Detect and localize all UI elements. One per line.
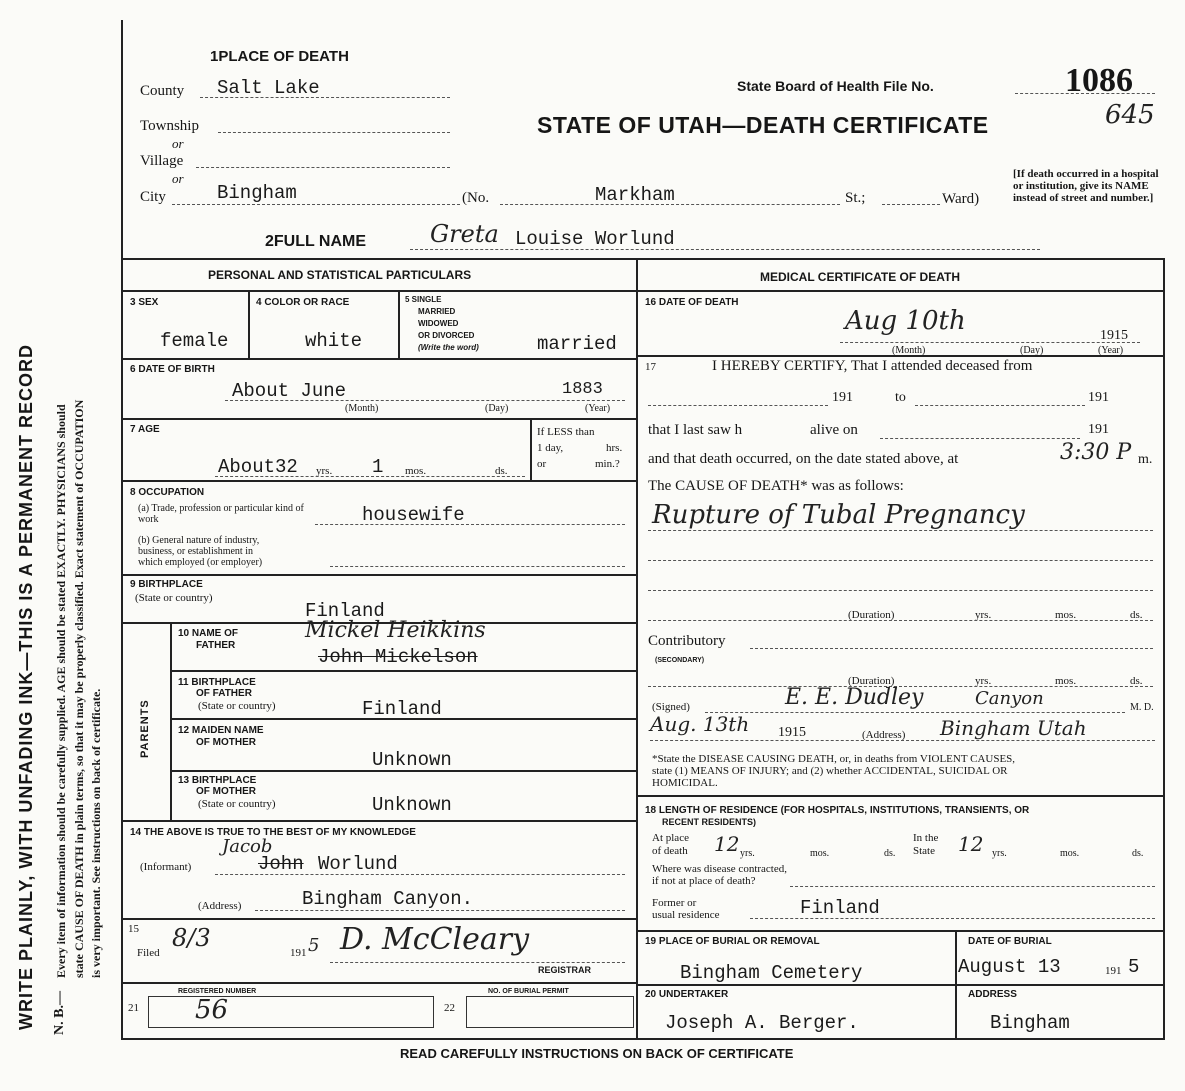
or-label-2: or [172,171,184,186]
signed-year: 1915 [778,725,806,740]
margin-permanent-record: WRITE PLAINLY, WITH UNFADING INK—THIS IS A PERMANENT RECORD [16,343,36,1030]
certify-number: 17 [645,361,656,373]
at-place-label-1: At place [652,832,689,844]
certificate-title: STATE OF UTAH—DEATH CERTIFICATE [537,112,989,138]
frame-bottom [121,1038,1165,1040]
cause-line-3 [648,590,1153,591]
dob-year-label: (Year) [585,403,611,414]
death-time-handwritten: 3:30 P [1060,440,1132,465]
personal-title-line [121,290,636,292]
age-value: About32 [218,456,298,478]
county-label: County [140,83,185,99]
cause-line-2 [648,560,1153,561]
township-line [218,132,450,133]
informant-label: (Informant) [140,861,192,873]
at-place-label-2: of death [652,845,688,857]
burial-permit-num: 22 [444,1002,455,1014]
certify-191a: 191 [832,390,853,405]
medical-row-line-4 [636,984,1165,986]
row-line-1 [121,358,636,360]
former-value: Finland [800,897,880,919]
age-label: 7 AGE [130,424,160,435]
burial-date-label: DATE OF BURIAL [968,936,1052,947]
frame-left-edge [121,20,123,1040]
duration-mos-1: mos. [1055,609,1077,621]
marital-label-1: 5 SINGLE [405,295,442,304]
medical-title-line [636,290,1165,292]
duration-yrs-2: yrs. [975,675,992,687]
duration-mos-2: mos. [1055,675,1077,687]
duration-yrs-1: yrs. [975,609,992,621]
contributory-line [750,648,1153,649]
marital-label-2: MARRIED [418,307,456,316]
township-label: Township [140,118,199,134]
father-handwritten: Mickel Heikkins [305,618,486,643]
less-than-label-2: 1 day, [537,442,564,454]
former-label-2: usual residence [652,909,720,921]
registrar-signature: D. McCleary [340,922,530,957]
footnote-line-2: state (1) MEANS OF INJURY; and (2) whether ACCIDENTAL, SUICIDAL OR [652,765,1008,777]
occupation-b-label-3: which employed (or employer) [138,557,263,568]
village-line [196,167,450,168]
in-state-label-1: In the [913,832,939,844]
date-of-death-handwritten: Aug 10th [845,306,966,336]
city-value: Bingham [217,182,297,204]
margin-note-line2: state CAUSE OF DEATH in plain terms, so that it may be properly classified. Exact statement of OCCUPATION [72,399,86,978]
alive-on-text: alive on [810,422,858,438]
in-state-ds: ds. [1132,848,1144,859]
registrar-line [330,962,625,963]
signed-address-line [650,740,1155,741]
less-than-hrs: hrs. [606,442,623,454]
hospital-note: [If death occurred in a hospital or institution, give its NAME instead of street and number.] [1013,168,1159,204]
occupation-value: housewife [362,504,465,526]
margin-note-line3: is very important. See instructions on back of certificate. [89,688,103,978]
duration-label-1: (Duration) [848,609,895,621]
footer-instructions: READ CAREFULLY INSTRUCTIONS ON BACK OF CERTIFICATE [400,1046,794,1061]
age-mos-label: mos. [405,465,427,477]
mother-birth-label-2: OF MOTHER [196,786,256,797]
medical-row-line-3 [636,930,1165,932]
signed-line [705,712,1125,713]
certify-line-1 [648,405,828,406]
or-label-1: or [172,136,184,151]
signed-address-label: (Address) [862,729,906,741]
birthplace-sub-label: (State or country) [135,592,213,604]
death-time-m: m. [1138,452,1153,467]
in-state-value: 12 [958,832,984,856]
contracted-line [790,886,1155,887]
mother-value: Unknown [372,749,452,771]
former-label-1: Former or [652,897,697,909]
sex-value: female [160,330,229,352]
cause-handwritten: Rupture of Tubal Pregnancy [652,500,1025,530]
certify-line-2 [915,405,1085,406]
father-birth-label-3: (State or country) [198,700,276,712]
father-label-2: FATHER [196,640,236,651]
death-occurred-text: and that death occurred, on the date stated above, at [648,451,959,467]
medical-row-line-1 [636,355,1165,357]
in-state-mos: mos. [1060,848,1080,859]
county-value: Salt Lake [217,77,320,99]
medical-section-title: MEDICAL CERTIFICATE OF DEATH [760,270,960,284]
personal-section-title: PERSONAL AND STATISTICAL PARTICULARS [208,268,472,282]
signed-place-handwritten: Canyon [975,688,1044,709]
duration-ds-1: ds. [1130,609,1143,621]
registered-number-label: REGISTERED NUMBER [178,988,257,995]
full-name-handwritten: Greta [430,220,499,248]
informant-line [215,874,625,875]
secondary-label: (SECONDARY) [655,657,705,664]
certify-191b: 191 [1088,390,1109,405]
full-name-label: 2FULL NAME [265,233,367,250]
burial-label: 19 PLACE OF BURIAL OR REMOVAL [645,936,820,947]
city-label: City [140,189,166,205]
registered-number-value: 56 [195,995,229,1025]
village-label: Village [140,153,184,169]
undertaker-value: Joseph A. Berger. [665,1012,859,1034]
address-line [255,910,625,911]
last-saw-text: that I last saw h [648,422,743,438]
medical-row-line-2 [636,795,1165,797]
residence-label-1: 18 LENGTH OF RESIDENCE (FOR HOSPITALS, INSTITUTIONS, TRANSIENTS, OR [645,805,1030,816]
burial-date-year-end: 5 [1128,956,1140,978]
color-label: 4 COLOR OR RACE [256,297,350,308]
contracted-label-1: Where was disease contracted, [652,863,787,875]
at-place-yrs: yrs. [740,848,755,859]
certify-text-1: I HEREBY CERTIFY, That I attended deceased from [712,358,1033,374]
row-line-7 [170,718,636,720]
row-line-8 [170,770,636,772]
sex-divider [248,290,250,358]
marital-label-3: WIDOWED [418,319,459,328]
street-st-label: St.; [845,190,866,206]
in-state-yrs: yrs. [992,848,1007,859]
filed-handwritten: 8/3 [172,924,211,952]
marital-label-4: OR DIVORCED [418,331,475,340]
frame-center-divider [636,258,638,1038]
parents-label: PARENTS [139,699,151,758]
marital-label-5: (Write the word) [418,343,479,352]
contracted-label-2: if not at place of death? [652,875,756,887]
death-month-label: (Month) [892,345,926,356]
dob-day-label: (Day) [485,403,509,414]
duration-ds-2: ds. [1130,675,1143,687]
occupation-b-label-2: business, or establishment in [138,546,253,557]
age-mos-value: 1 [372,456,384,478]
last-saw-line [880,438,1080,439]
occupation-line [315,524,625,525]
signed-label: (Signed) [652,701,690,713]
file-no-label: State Board of Health File No. [737,78,934,94]
place-of-death-label: 1PLACE OF DEATH [210,48,349,65]
duration-line-1 [648,620,1153,621]
margin-note-prefix: N. B.— [52,991,67,1035]
occupation-b-label-1: (b) General nature of industry, [138,535,260,546]
occupation-a-label: (a) Trade, profession or particular kind of work [138,503,304,525]
less-than-label-1: If LESS than [537,426,595,438]
dob-year: 1883 [562,380,603,399]
age-ds-label: ds. [495,465,508,477]
dob-month-label: (Month) [345,403,379,414]
city-line [172,204,460,205]
father-birth-label-2: OF FATHER [196,688,252,699]
filed-number: 15 [128,923,139,935]
full-name-value: Louise Worlund [515,228,675,250]
registered-num: 21 [128,1002,139,1014]
mother-label-2: OF MOTHER [196,737,256,748]
row-line-10 [121,918,636,920]
footnote-line-1: *State the DISEASE CAUSING DEATH, or, in deaths from VIOLENT CAUSES, [652,753,1016,765]
in-state-label-2: State [913,845,935,857]
father-birth-value: Finland [362,698,442,720]
former-line [750,918,1155,919]
burial-permit-label: NO. OF BURIAL PERMIT [488,988,569,995]
signed-address-handwritten: Bingham Utah [940,716,1087,740]
father-struck-value: John Mickelson [318,646,478,668]
burial-permit-box [466,996,634,1028]
mother-label-1: 12 MAIDEN NAME [178,725,264,736]
certify-to: to [895,390,906,405]
file-no-handwritten: 645 [1105,100,1155,130]
last-saw-191: 191 [1088,422,1109,437]
burial-value: Bingham Cemetery [680,962,863,984]
mother-birth-value: Unknown [372,794,452,816]
death-year-label: (Year) [1098,345,1124,356]
knowledge-label: 14 THE ABOVE IS TRUE TO THE BEST OF MY KNOWLEDGE [130,827,416,838]
filed-year-handwritten: 5 [308,935,320,956]
age-divider [530,418,532,480]
date-of-death-line [840,342,1140,343]
frame-header-bottom [121,258,1165,260]
full-name-line [410,249,1040,250]
informant-value: Worlund [318,853,398,875]
filed-label: Filed [137,947,160,959]
row-line-11 [121,982,636,984]
row-line-2 [121,418,636,420]
duration-label-2: (Duration) [848,675,895,687]
age-yrs-label: yrs. [316,465,333,477]
burial-date-year: 191 [1105,965,1122,977]
contributory-label: Contributory [648,633,726,649]
cause-line-1 [648,530,1153,531]
less-than-or: or [537,458,547,470]
signed-handwritten: E. E. Dudley [785,685,924,710]
mother-birth-label-3: (State or country) [198,798,276,810]
street-value: Markham [595,184,675,206]
frame-right-edge [1163,258,1165,1040]
birthplace-label: 9 BIRTHPLACE [130,579,203,590]
row-line-3 [121,480,636,482]
at-place-value: 12 [714,832,740,856]
sex-label: 3 SEX [130,297,159,308]
occupation-label: 8 OCCUPATION [130,487,205,498]
signed-date-handwritten: Aug. 13th [650,712,750,736]
date-of-death-year: 1915 [1100,328,1128,343]
occupation-b-line [330,566,625,567]
margin-note-line1: Every item of information should be carefully supplied. AGE should be stated EXACTLY. PHYSICIANS should [54,404,68,978]
date-of-death-label: 16 DATE OF DEATH [645,297,739,308]
md-label: M. D. [1130,702,1154,713]
undertaker-address-label: ADDRESS [968,989,1017,1000]
registrar-label: REGISTRAR [538,965,592,975]
father-birth-label-1: 11 BIRTHPLACE [178,677,256,688]
less-than-min: min.? [595,458,620,470]
marital-value: married [537,333,617,355]
at-place-mos: mos. [810,848,830,859]
undertaker-label: 20 UNDERTAKER [645,989,729,1000]
address-label: (Address) [198,900,242,912]
filed-year: 191 [290,947,307,959]
death-day-label: (Day) [1020,345,1044,356]
birthplace-value: Finland [305,600,385,622]
file-no-value: 1086 [1065,62,1133,99]
residence-label-2: RECENT RESIDENTS) [662,817,757,827]
dob-value: About June [232,380,347,402]
age-line [215,476,525,477]
ward-label: Ward) [942,191,980,207]
undertaker-address-value: Bingham [990,1012,1070,1034]
registered-number-box [148,996,434,1028]
cause-label: The CAUSE OF DEATH* was as follows: [648,478,904,494]
mother-birth-label-1: 13 BIRTHPLACE [178,775,257,786]
father-label-1: 10 NAME OF [178,628,239,639]
row-line-9 [121,820,636,822]
row-line-4 [121,574,636,576]
informant-handwritten: Jacob [222,836,273,857]
row-line-6 [170,670,636,672]
parents-divider [170,622,172,820]
at-place-ds: ds. [884,848,896,859]
color-divider [398,290,400,358]
footnote-line-3: HOMICIDAL. [652,777,718,789]
informant-struck-value: John [258,853,304,875]
ward-line [882,204,940,205]
dob-line [225,400,625,401]
address-value: Bingham Canyon. [302,888,474,910]
dob-label: 6 DATE OF BIRTH [130,364,215,375]
burial-date-value: August 13 [958,956,1061,978]
color-value: white [305,330,363,352]
street-no-label: (No. [462,190,490,206]
